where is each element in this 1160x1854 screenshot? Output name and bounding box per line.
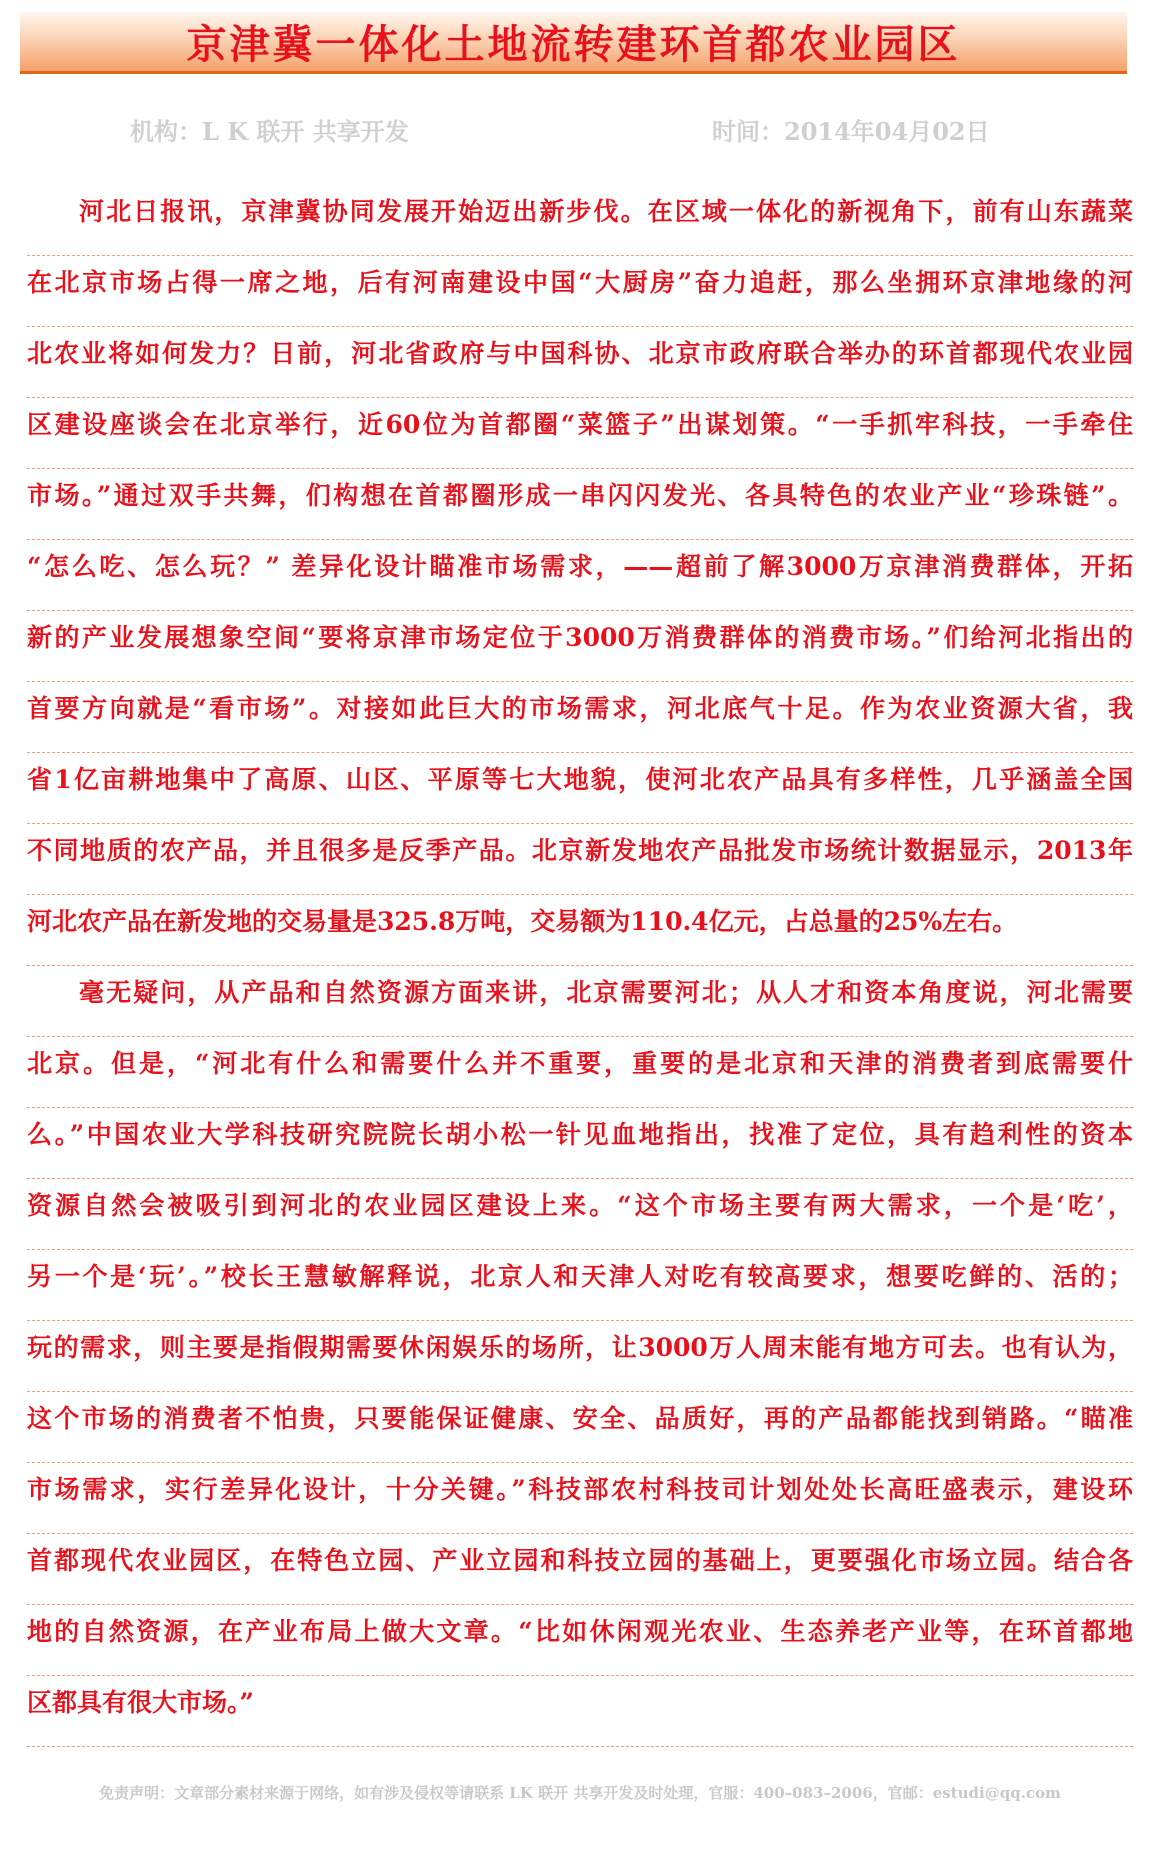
article-line: 河北日报讯，京津冀协同发展开始迈出新步伐。在区域一体化的新视角下，前有山东蔬菜 — [27, 185, 1133, 256]
article-line: 北京。但是，“河北有什么和需要什么并不重要，重要的是北京和天津的消费者到底需要什 — [27, 1037, 1133, 1108]
article-line: 玩的需求，则主要是指假期需要休闲娱乐的场所，让3000万人周末能有地方可去。也有认为， — [27, 1321, 1133, 1392]
article-line: 么。”中国农业大学科技研究院院长胡小松一针见血地指出，找准了定位，具有趋利性的资本 — [27, 1108, 1133, 1179]
article-line: 这个市场的消费者不怕贵，只要能保证健康、安全、品质好，再的产品都能找到销路。“瞄准 — [27, 1392, 1133, 1463]
article-line: 区都具有很大市场。” — [27, 1676, 1133, 1747]
article-line: 不同地质的农产品，并且很多是反季产品。北京新发地农产品批发市场统计数据显示，2013年 — [27, 824, 1133, 895]
article-line: 毫无疑问，从产品和自然资源方面来讲，北京需要河北；从人才和资本角度说，河北需要 — [27, 966, 1133, 1037]
page-title: 京津冀一体化土地流转建环首都农业园区 — [186, 21, 961, 68]
article-line: 资源自然会被吸引到河北的农业园区建设上来。“这个市场主要有两大需求，一个是‘吃’， — [27, 1179, 1133, 1250]
disclaimer-text: 免责声明：文章部分素材来源于网络，如有涉及侵权等请联系 LK 联开 共享开发及时处理，官服：400–083–2006，官邮：estudi@qq.com — [99, 1784, 1061, 1802]
publish-time-label: 时间：2014年04月02日 — [712, 117, 990, 146]
article-line: 首要方向就是“看市场”。对接如此巨大的市场需求，河北底气十足。作为农业资源大省，我 — [27, 682, 1133, 753]
article-line: 河北农产品在新发地的交易量是325.8万吨，交易额为110.4亿元，占总量的25%左右。 — [27, 895, 1133, 966]
title-banner — [20, 12, 1127, 74]
article-body — [27, 185, 1133, 1747]
article-line: 市场需求，实行差异化设计，十分关键。”科技部农村科技司计划处处长高旺盛表示，建设环 — [27, 1463, 1133, 1534]
article-line: 市场。”通过双手共舞，们构想在首都圈形成一串闪闪发光、各具特色的农业产业“珍珠链”。 — [27, 469, 1133, 540]
article-line: 北农业将如何发力？日前，河北省政府与中国科协、北京市政府联合举办的环首都现代农业园 — [27, 327, 1133, 398]
article-line: 新的产业发展想象空间“要将京津市场定位于3000万消费群体的消费市场。”们给河北指出的 — [27, 611, 1133, 682]
article-line: 首都现代农业园区，在特色立园、产业立园和科技立园的基础上，更要强化市场立园。结合各 — [27, 1534, 1133, 1605]
article-line: “怎么吃、怎么玩？” 差异化设计瞄准市场需求，——超前了解3000万京津消费群体，开拓 — [27, 540, 1133, 611]
organization-label: 机构：L K 联开 共享开发 — [130, 117, 409, 146]
article-line: 区建设座谈会在北京举行，近60位为首都圈“菜篮子”出谋划策。“一手抓牢科技，一手牵住 — [27, 398, 1133, 469]
article-line: 在北京市场占得一席之地，后有河南建设中国“大厨房”奋力追赶，那么坐拥环京津地缘的河 — [27, 256, 1133, 327]
article-line: 省1亿亩耕地集中了高原、山区、平原等七大地貌，使河北农产品具有多样性，几乎涵盖全国 — [27, 753, 1133, 824]
article-line: 另一个是‘玩’。”校长王慧敏解释说，北京人和天津人对吃有较高要求，想要吃鲜的、活的； — [27, 1250, 1133, 1321]
meta-row — [0, 112, 1160, 152]
article-line: 地的自然资源，在产业布局上做大文章。“比如休闲观光农业、生态养老产业等，在环首都地 — [27, 1605, 1133, 1676]
